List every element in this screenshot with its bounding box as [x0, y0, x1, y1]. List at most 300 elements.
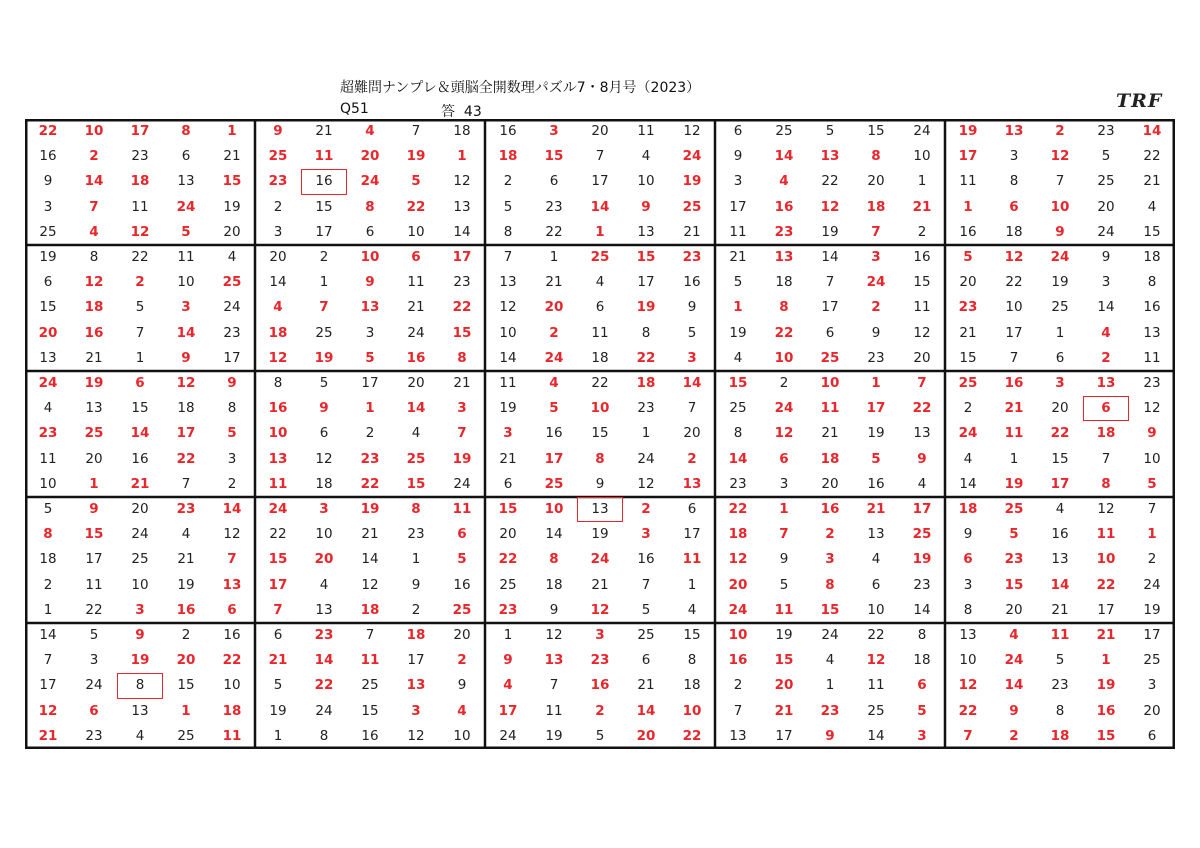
grid-cell: 6 — [549, 173, 559, 190]
grid-cell: 1 — [1009, 450, 1019, 467]
grid-cell: 3 — [319, 501, 329, 517]
grid-cell: 5 — [227, 425, 237, 442]
grid-cell: 16 — [1143, 299, 1161, 316]
grid-cell: 10 — [728, 627, 748, 643]
grid-cell: 2 — [319, 249, 329, 265]
grid-cell: 10 — [637, 173, 655, 190]
grid-cell: 14 — [269, 274, 287, 291]
grid-cell: 22 — [545, 223, 563, 240]
grid-cell: 20 — [223, 223, 241, 240]
grid-cell: 18 — [866, 198, 886, 215]
grid-cell: 4 — [365, 123, 375, 139]
grid-cell: 4 — [641, 148, 651, 165]
grid-cell: 14 — [499, 349, 517, 366]
grid-cell: 14 — [636, 702, 656, 719]
grid-cell: 23 — [407, 526, 425, 543]
grid-cell: 20 — [591, 123, 609, 139]
grid-cell: 22 — [176, 450, 196, 467]
answer-line — [441, 101, 482, 121]
grid-cell: 12 — [84, 274, 104, 291]
grid-cell: 15 — [774, 652, 794, 669]
grid-cell: 15 — [683, 627, 701, 643]
grid-cell: 12 — [268, 349, 288, 366]
grid-cell: 19 — [406, 148, 426, 165]
grid-cell: 8 — [503, 223, 513, 240]
grid-cell: 20 — [913, 349, 931, 366]
grid-cell: 1 — [917, 173, 927, 190]
grid-cell: 22 — [636, 349, 656, 366]
grid-cell: 9 — [917, 450, 927, 467]
grid-cell: 7 — [1101, 450, 1111, 467]
grid-cell: 23 — [1143, 375, 1161, 391]
grid-cell: 7 — [181, 475, 191, 492]
grid-cell: 7 — [687, 400, 697, 417]
grid-cell: 9 — [43, 173, 53, 190]
grid-cell: 23 — [453, 274, 471, 291]
grid-cell: 3 — [227, 450, 237, 467]
grid-cell: 3 — [641, 526, 651, 543]
grid-cell: 4 — [825, 652, 835, 669]
grid-cell: 19 — [545, 727, 563, 744]
grid-cell: 9 — [963, 526, 973, 543]
grid-cell: 15 — [820, 601, 840, 618]
grid-cell: 5 — [595, 727, 605, 744]
grid-cell: 8 — [779, 299, 789, 316]
grid-cell: 23 — [958, 299, 978, 316]
grid-cell: 11 — [774, 601, 794, 618]
grid-cell: 21 — [130, 475, 150, 492]
grid-cell: 17 — [591, 173, 609, 190]
grid-cell: 23 — [590, 652, 610, 669]
grid-cell: 21 — [1004, 400, 1024, 417]
grid-cell: 22 — [728, 501, 748, 517]
grid-cell: 1 — [1101, 652, 1111, 669]
grid-cell: 23 — [1004, 551, 1024, 568]
grid-cell: 22 — [1050, 425, 1070, 442]
grid-cell: 17 — [912, 501, 932, 517]
grid-cell: 4 — [963, 450, 973, 467]
grid-cell: 25 — [499, 576, 517, 593]
grid-cell: 19 — [1096, 677, 1116, 694]
grid-cell: 23 — [360, 450, 380, 467]
grid-cell: 24 — [1004, 652, 1024, 669]
grid-cell: 19 — [867, 425, 885, 442]
grid-cell: 22 — [222, 652, 242, 669]
grid-cell: 6 — [503, 475, 513, 492]
grid-cell: 11 — [407, 274, 425, 291]
grid-cell: 12 — [1004, 249, 1024, 265]
grid-cell: 18 — [1050, 727, 1070, 744]
grid-cell: 25 — [590, 249, 610, 265]
grid-cell: 2 — [595, 702, 605, 719]
grid-cell: 1 — [273, 727, 283, 744]
grid-cell: 7 — [549, 677, 559, 694]
grid-cell: 2 — [89, 148, 99, 165]
grid-cell: 12 — [545, 627, 563, 643]
grid-cell: 17 — [775, 727, 793, 744]
grid-cell: 8 — [411, 501, 421, 517]
puzzle-title: 超難問ナンプレ＆頭脳全開数理パズル7・8月号（2023） — [340, 80, 701, 96]
grid-cell: 21 — [729, 249, 747, 265]
grid-cell: 14 — [39, 627, 57, 643]
grid-cell: 13 — [453, 198, 471, 215]
grid-cell: 13 — [1051, 551, 1069, 568]
grid-cell: 23 — [176, 501, 196, 517]
grid-cell: 10 — [913, 148, 931, 165]
grid-cell: 11 — [1004, 425, 1024, 442]
grid-cell: 5 — [1055, 652, 1065, 669]
grid-cell: 4 — [733, 349, 743, 366]
grid-cell: 6 — [273, 627, 283, 643]
grid-cell: 3 — [1101, 274, 1111, 291]
grid-cell: 17 — [544, 450, 564, 467]
grid-cell: 3 — [733, 173, 743, 190]
grid-cell: 4 — [917, 475, 927, 492]
grid-cell: 6 — [411, 249, 421, 265]
grid-cell: 14 — [1004, 677, 1024, 694]
grid-cell: 8 — [89, 249, 99, 265]
grid-cell: 3 — [273, 223, 283, 240]
grid-cell: 6 — [1009, 198, 1019, 215]
grid-cell: 22 — [360, 475, 380, 492]
grid-cell: 24 — [1143, 576, 1161, 593]
grid-cell: 24 — [131, 526, 149, 543]
grid-cell: 4 — [181, 526, 191, 543]
grid-cell: 15 — [544, 148, 564, 165]
grid-cell: 18 — [820, 450, 840, 467]
grid-cell: 8 — [457, 349, 467, 366]
grid-cell: 16 — [131, 450, 149, 467]
grid-cell: 6 — [457, 526, 467, 543]
grid-cell: 1 — [595, 223, 605, 240]
grid-cell: 7 — [595, 148, 605, 165]
grid-cell: 25 — [222, 274, 242, 291]
grid-cell: 11 — [682, 551, 702, 568]
grid-cell: 17 — [958, 148, 978, 165]
grid-cell: 17 — [407, 652, 425, 669]
puzzle-grid — [25, 119, 1175, 749]
grid-cell: 6 — [687, 501, 697, 517]
grid-cell: 15 — [131, 400, 149, 417]
grid-cell: 14 — [590, 198, 610, 215]
grid-cell: 18 — [453, 123, 471, 139]
grid-cell: 23 — [820, 702, 840, 719]
grid-cell: 2 — [457, 652, 467, 669]
grid-cell: 23 — [1051, 677, 1069, 694]
grid-cell: 15 — [959, 349, 977, 366]
grid-cell: 14 — [176, 324, 196, 341]
grid-cell: 23 — [729, 475, 747, 492]
grid-cell: 18 — [775, 274, 793, 291]
grid-cell: 25 — [682, 198, 702, 215]
grid-cell: 11 — [85, 576, 103, 593]
grid-cell: 8 — [1101, 475, 1111, 492]
grid-cell: 19 — [452, 450, 472, 467]
grid-cell: 9 — [1147, 425, 1157, 442]
grid-cell: 13 — [959, 627, 977, 643]
grid-cell: 3 — [503, 425, 513, 442]
grid-cell: 19 — [821, 223, 839, 240]
grid-cell: 23 — [1097, 123, 1115, 139]
grid-cell: 8 — [687, 652, 697, 669]
grid-cell: 23 — [545, 198, 563, 215]
grid-cell: 5 — [1147, 475, 1157, 492]
grid-cell: 20 — [959, 274, 977, 291]
grid-cell: 5 — [43, 501, 53, 517]
grid-cell: 11 — [1096, 526, 1116, 543]
grid-cell: 13 — [222, 576, 242, 593]
grid-cell: 10 — [453, 727, 471, 744]
grid-cell: 20 — [544, 299, 564, 316]
grid-cell: 13 — [268, 450, 288, 467]
grid-cell: 4 — [411, 425, 421, 442]
grid-cell: 3 — [825, 551, 835, 568]
grid-cell: 18 — [1005, 223, 1023, 240]
grid-cell: 18 — [728, 526, 748, 543]
grid-cell: 5 — [963, 249, 973, 265]
grid-cell: 6 — [319, 425, 329, 442]
grid-cell: 15 — [636, 249, 656, 265]
grid-cell: 15 — [177, 677, 195, 694]
grid-cell: 7 — [503, 249, 513, 265]
grid-cell: 25 — [315, 324, 333, 341]
grid-cell: 15 — [84, 526, 104, 543]
grid-cell: 18 — [406, 627, 426, 643]
grid-cell: 2 — [1009, 727, 1019, 744]
grid-cell: 9 — [687, 299, 697, 316]
grid-cell: 18 — [545, 576, 563, 593]
grid-cell: 5 — [89, 627, 99, 643]
grid-cell: 15 — [1096, 727, 1116, 744]
grid-cell: 17 — [176, 425, 196, 442]
grid-cell: 12 — [407, 727, 425, 744]
grid-cell: 5 — [457, 551, 467, 568]
grid-cell: 7 — [733, 702, 743, 719]
grid-cell: 13 — [39, 349, 57, 366]
grid-cell: 18 — [39, 551, 57, 568]
grid-cell: 14 — [821, 249, 839, 265]
grid-cell: 14 — [1097, 299, 1115, 316]
grid-cell: 19 — [591, 526, 609, 543]
grid-cell: 12 — [913, 324, 931, 341]
grid-cell: 1 — [963, 198, 973, 215]
grid-cell: 5 — [319, 375, 329, 391]
grid-cell: 4 — [319, 576, 329, 593]
grid-cell: 20 — [1051, 400, 1069, 417]
grid-cell: 16 — [774, 198, 794, 215]
grid-cell: 25 — [1143, 652, 1161, 669]
grid-cell: 14 — [545, 526, 563, 543]
grid-cell: 25 — [268, 148, 288, 165]
grid-cell: 2 — [779, 375, 789, 391]
grid-cell: 13 — [820, 148, 840, 165]
grid-cell: 22 — [1096, 576, 1116, 593]
grid-cell: 7 — [227, 551, 237, 568]
grid-cell: 14 — [361, 551, 379, 568]
grid-cell: 13 — [913, 425, 931, 442]
grid-cell: 11 — [499, 375, 517, 391]
grid-cell: 11 — [820, 400, 840, 417]
grid-cell: 21 — [38, 727, 58, 744]
grid-cell: 17 — [637, 274, 655, 291]
grid-cell: 1 — [457, 148, 467, 165]
grid-cell: 13 — [85, 400, 103, 417]
grid-cell: 17 — [315, 223, 333, 240]
grid-cell: 9 — [411, 576, 421, 593]
grid-cell: 13 — [315, 601, 333, 618]
grid-cell: 12 — [958, 677, 978, 694]
grid-cell: 4 — [1101, 324, 1111, 341]
grid-cell: 12 — [361, 576, 379, 593]
grid-cell: 21 — [453, 375, 471, 391]
grid-cell: 21 — [959, 324, 977, 341]
grid-cell: 9 — [273, 123, 283, 139]
grid-cell: 8 — [917, 627, 927, 643]
grid-cell: 24 — [85, 677, 103, 694]
grid-cell: 19 — [1143, 601, 1161, 618]
grid-cell: 16 — [820, 501, 840, 517]
grid-cell: 21 — [866, 501, 886, 517]
grid-cell: 2 — [687, 450, 697, 467]
grid-cell: 20 — [683, 425, 701, 442]
grid-cell: 22 — [498, 551, 518, 568]
grid-cell: 21 — [545, 274, 563, 291]
grid-cell: 6 — [135, 375, 145, 391]
grid-cell: 16 — [301, 169, 347, 194]
grid-cell: 2 — [227, 475, 237, 492]
grid-cell: 1 — [549, 249, 559, 265]
grid-cell: 8 — [963, 601, 973, 618]
grid-cell: 7 — [89, 198, 99, 215]
grid-cell: 10 — [590, 400, 610, 417]
grid-cell: 6 — [779, 450, 789, 467]
grid-cell: 18 — [591, 349, 609, 366]
grid-cell: 10 — [268, 425, 288, 442]
grid-cell: 2 — [963, 400, 973, 417]
grid-cell: 25 — [775, 123, 793, 139]
grid-cell: 14 — [728, 450, 748, 467]
grid-cell: 24 — [223, 299, 241, 316]
grid-cell: 14 — [959, 475, 977, 492]
grid-cell: 3 — [181, 299, 191, 316]
grid-cell: 10 — [39, 475, 57, 492]
grid-cell: 20 — [499, 526, 517, 543]
grid-cell: 7 — [917, 375, 927, 391]
grid-cell: 24 — [176, 198, 196, 215]
grid-cell: 18 — [84, 299, 104, 316]
grid-cell: 10 — [1143, 450, 1161, 467]
grid-cell: 17 — [866, 400, 886, 417]
grid-cell: 10 — [1096, 551, 1116, 568]
grid-cell: 8 — [273, 375, 283, 391]
grid-cell: 3 — [871, 249, 881, 265]
grid-cell: 18 — [1096, 425, 1116, 442]
grid-cell: 15 — [222, 173, 242, 190]
grid-cell: 9 — [457, 677, 467, 694]
grid-cell: 2 — [43, 576, 53, 593]
grid-cell: 6 — [89, 702, 99, 719]
grid-cell: 15 — [728, 375, 748, 391]
grid-cell: 19 — [499, 400, 517, 417]
grid-cell: 4 — [43, 400, 53, 417]
grid-cell: 17 — [729, 198, 747, 215]
grid-cell: 5 — [1101, 148, 1111, 165]
grid-cell: 1 — [227, 123, 237, 139]
grid-cell: 5 — [733, 274, 743, 291]
grid-cell: 3 — [89, 652, 99, 669]
grid-cell: 6 — [365, 223, 375, 240]
grid-cell: 11 — [545, 702, 563, 719]
grid-cell: 17 — [1143, 627, 1161, 643]
grid-cell: 9 — [549, 601, 559, 618]
grid-cell: 12 — [637, 475, 655, 492]
grid-cell: 3 — [687, 349, 697, 366]
grid-cell: 1 — [43, 601, 53, 618]
grid-cell: 22 — [682, 727, 702, 744]
grid-cell: 22 — [269, 526, 287, 543]
grid-cell: 7 — [1055, 173, 1065, 190]
grid-cell: 22 — [774, 324, 794, 341]
grid-cell: 4 — [273, 299, 283, 316]
grid-cell: 21 — [591, 576, 609, 593]
grid-cell: 21 — [315, 123, 333, 139]
grid-cell: 2 — [1101, 349, 1111, 366]
grid-cell: 22 — [1005, 274, 1023, 291]
grid-cell: 24 — [499, 727, 517, 744]
grid-cell: 4 — [1055, 501, 1065, 517]
grid-cell: 9 — [181, 349, 191, 366]
grid-cell: 19 — [39, 249, 57, 265]
grid-cell: 7 — [135, 324, 145, 341]
grid-cell: 11 — [1143, 349, 1161, 366]
grid-cell: 19 — [1051, 274, 1069, 291]
grid-cell: 18 — [913, 652, 931, 669]
grid-cell: 13 — [1004, 123, 1024, 139]
grid-cell: 9 — [1055, 223, 1065, 240]
grid-cell: 16 — [453, 576, 471, 593]
grid-cell: 11 — [268, 475, 288, 492]
grid-cell: 11 — [39, 450, 57, 467]
grid-cell: 6 — [641, 652, 651, 669]
grid-cell: 11 — [1050, 627, 1070, 643]
grid-cell: 10 — [820, 375, 840, 391]
grid-cell: 10 — [407, 223, 425, 240]
grid-cell: 13 — [499, 274, 517, 291]
grid-cell: 12 — [176, 375, 196, 391]
grid-cell: 4 — [1147, 198, 1157, 215]
grid-cell: 5 — [871, 450, 881, 467]
grid-cell: 22 — [958, 702, 978, 719]
grid-cell: 10 — [774, 349, 794, 366]
grid-cell: 20 — [1005, 601, 1023, 618]
grid-cell: 14 — [1142, 123, 1162, 139]
grid-cell: 24 — [1050, 249, 1070, 265]
grid-cell: 10 — [682, 702, 702, 719]
grid-cell: 20 — [131, 501, 149, 517]
grid-cell: 10 — [84, 123, 104, 139]
grid-cell: 5 — [641, 601, 651, 618]
grid-cell: 24 — [407, 324, 425, 341]
grid-cell: 20 — [867, 173, 885, 190]
grid-cell: 25 — [361, 677, 379, 694]
grid-cell: 8 — [43, 526, 53, 543]
grid-cell: 4 — [135, 727, 145, 744]
grid-cell: 9 — [227, 375, 237, 391]
grid-cell: 7 — [457, 425, 467, 442]
grid-cell: 16 — [84, 324, 104, 341]
grid-cell: 16 — [268, 400, 288, 417]
grid-cell: 12 — [223, 526, 241, 543]
